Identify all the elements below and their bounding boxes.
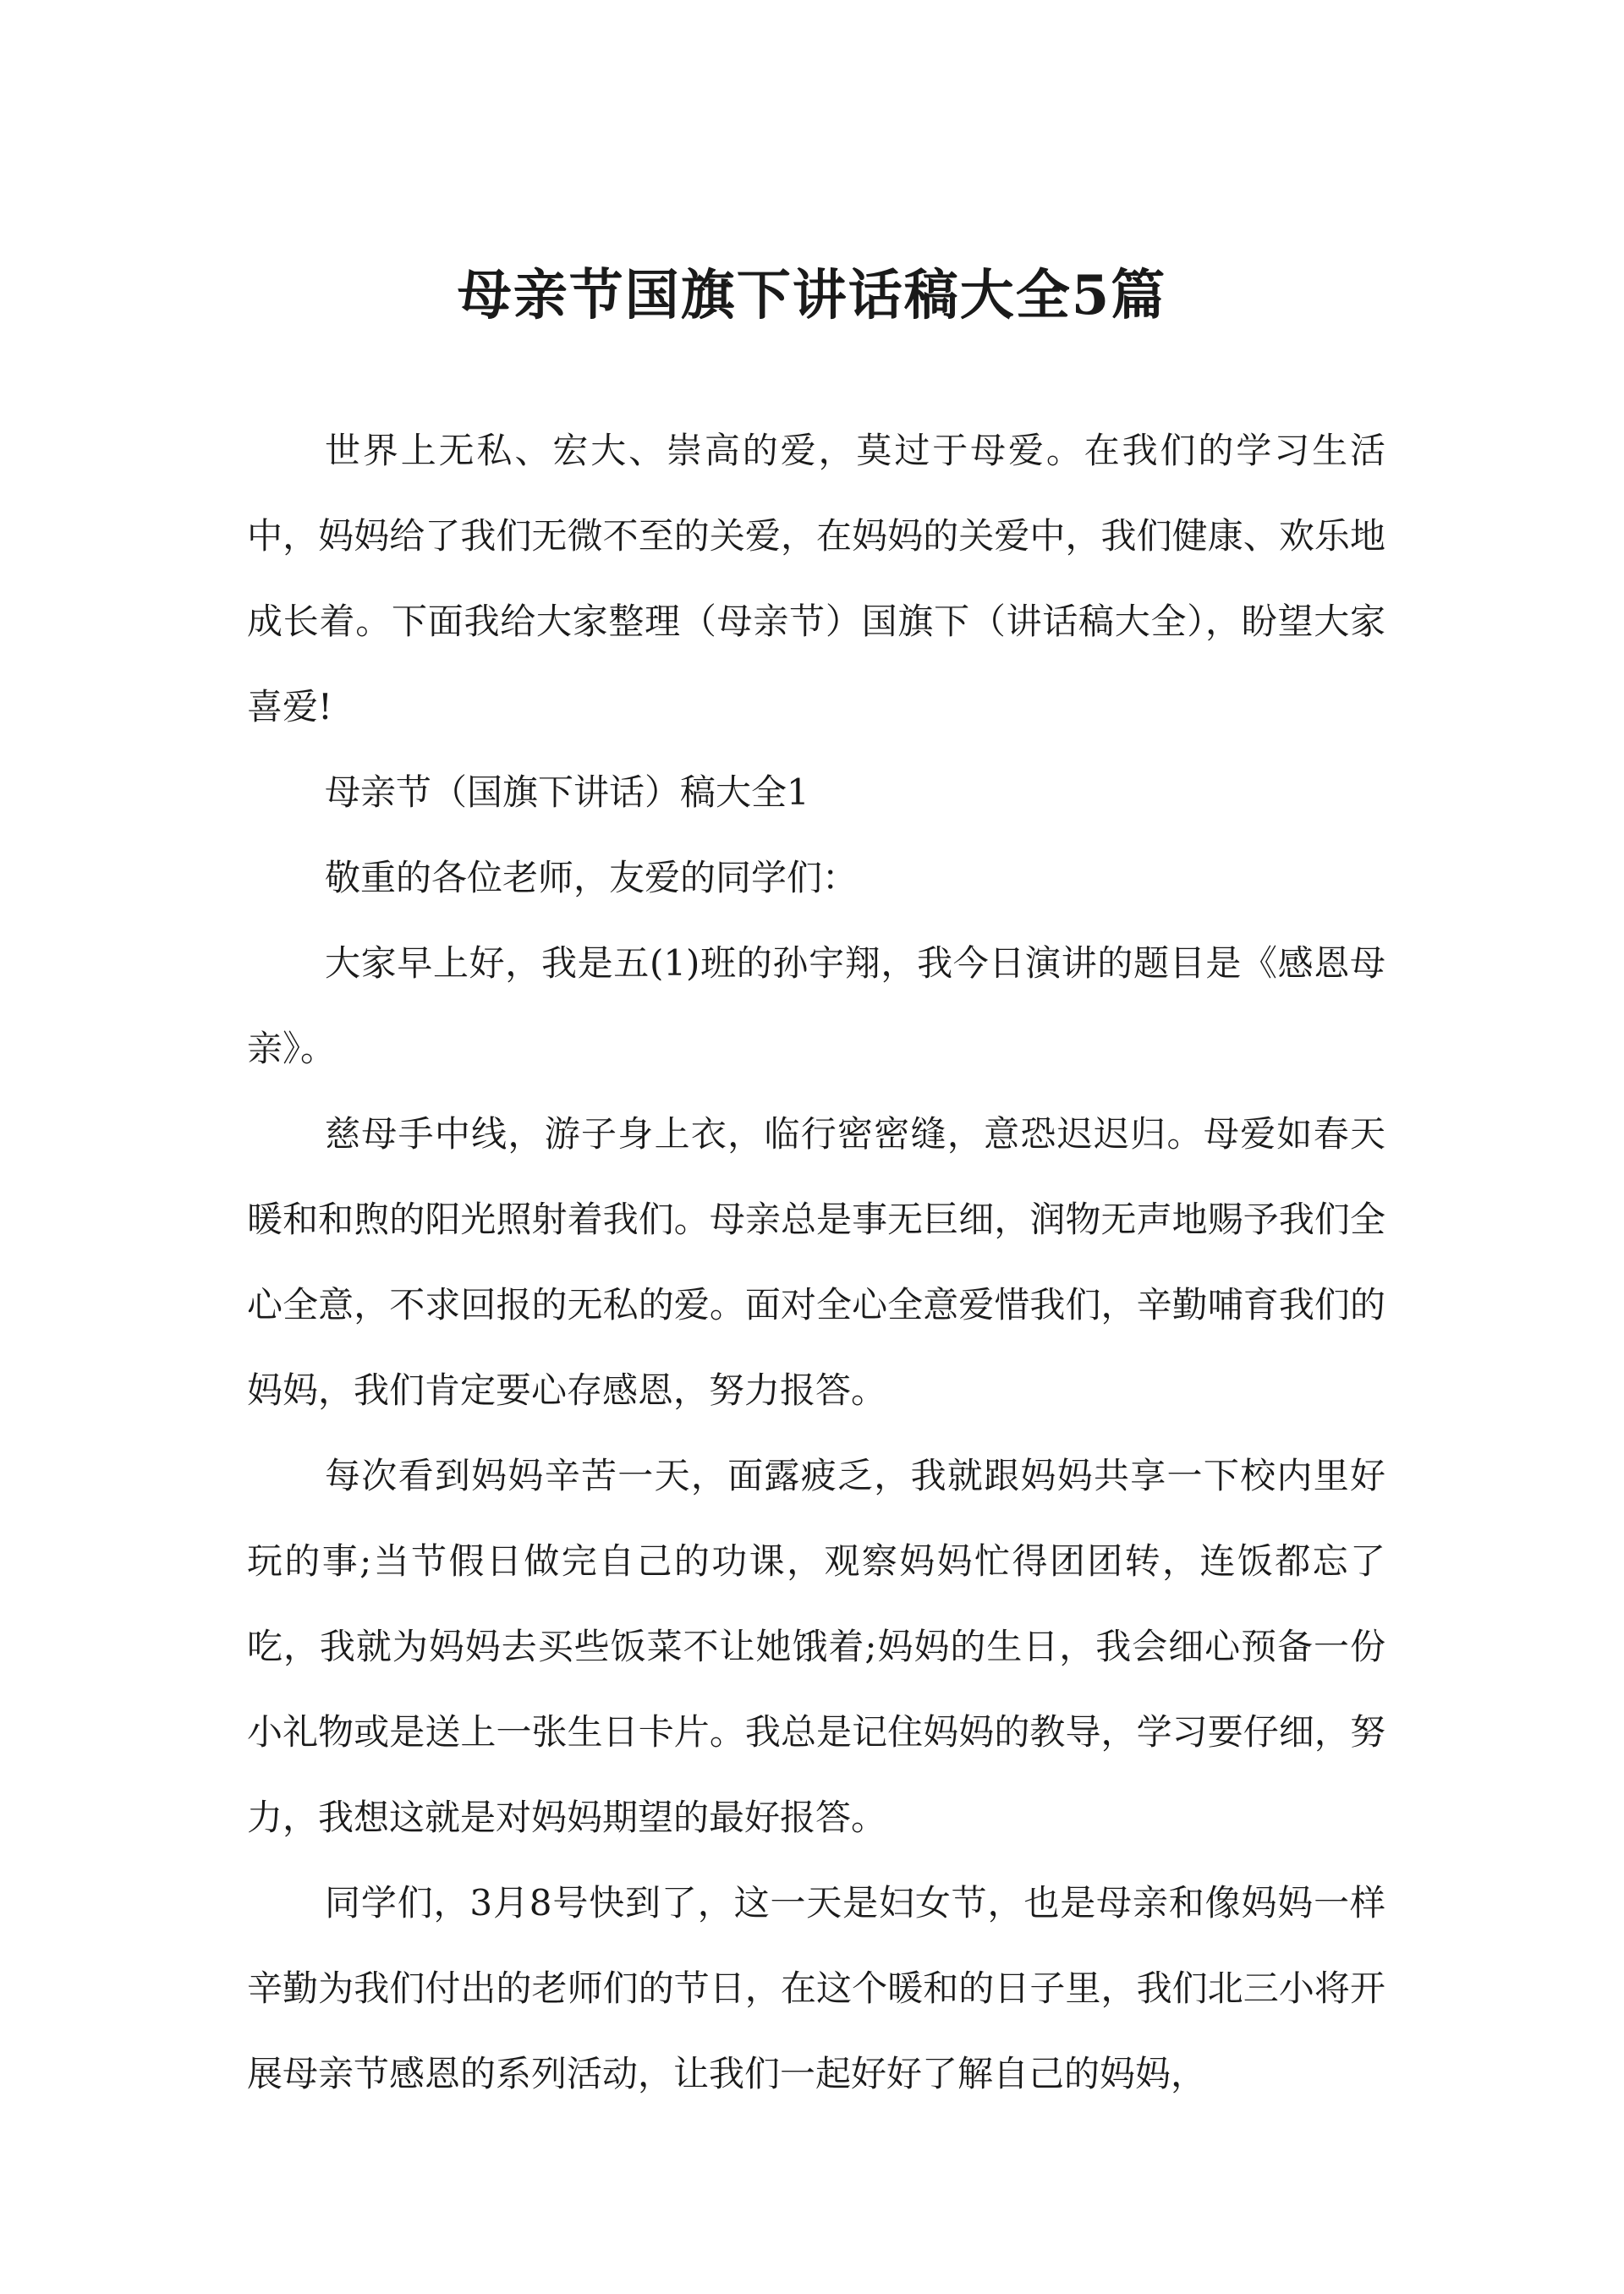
document-title: 母亲节国旗下讲话稿大全5篇 <box>457 264 1167 327</box>
paragraph-salutation: 敬重的各位老师，友爱的同学们： <box>325 857 859 898</box>
paragraph-greeting: 大家早上好，我是五(1)班的孙宇翔，我今日演讲的题目是《感恩母亲》。 <box>247 942 1385 1069</box>
paragraph-section-heading: 母亲节（国旗下讲话）稿大全1 <box>325 771 809 813</box>
document-body <box>247 408 1385 2116</box>
paragraph-body: 同学们，3月8号快到了，这一天是妇女节，也是母亲和像妈妈一样辛勤为我们付出的老师们的节日，在这个暖和的日子里，我们北三小将开展母亲节感恩的系列活动，让我们一起好好了解自己的妈妈， <box>247 1882 1385 2094</box>
paragraph-body: 每次看到妈妈辛苦一天，面露疲乏，我就跟妈妈共享一下校内里好玩的事;当节假日做完自己的功课，观察妈妈忙得团团转，连饭都忘了吃，我就为妈妈去买些饭菜不让她饿着;妈妈的生日，我会细心预备一份小礼物或是送上一张生日卡片。我总是记住妈妈的教导，学习要仔细，努力，我想这就是对妈妈期望的最好报答。 <box>247 1455 1385 1838</box>
paragraph-intro: 世界上无私、宏大、崇高的爱，莫过于母爱。在我们的学习生活中，妈妈给了我们无微不至的关爱，在妈妈的关爱中，我们健康、欢乐地成长着。下面我给大家整理（母亲节）国旗下（讲话稿大全），盼望大家喜爱! <box>247 430 1385 727</box>
paragraph-body: 慈母手中线，游子身上衣，临行密密缝，意恐迟迟归。母爱如春天暖和和煦的阳光照射着我们。母亲总是事无巨细，润物无声地赐予我们全心全意，不求回报的无私的爱。面对全心全意爱惜我们，辛勤哺育我们的妈妈，我们肯定要心存感恩，努力报答。 <box>247 1113 1385 1411</box>
